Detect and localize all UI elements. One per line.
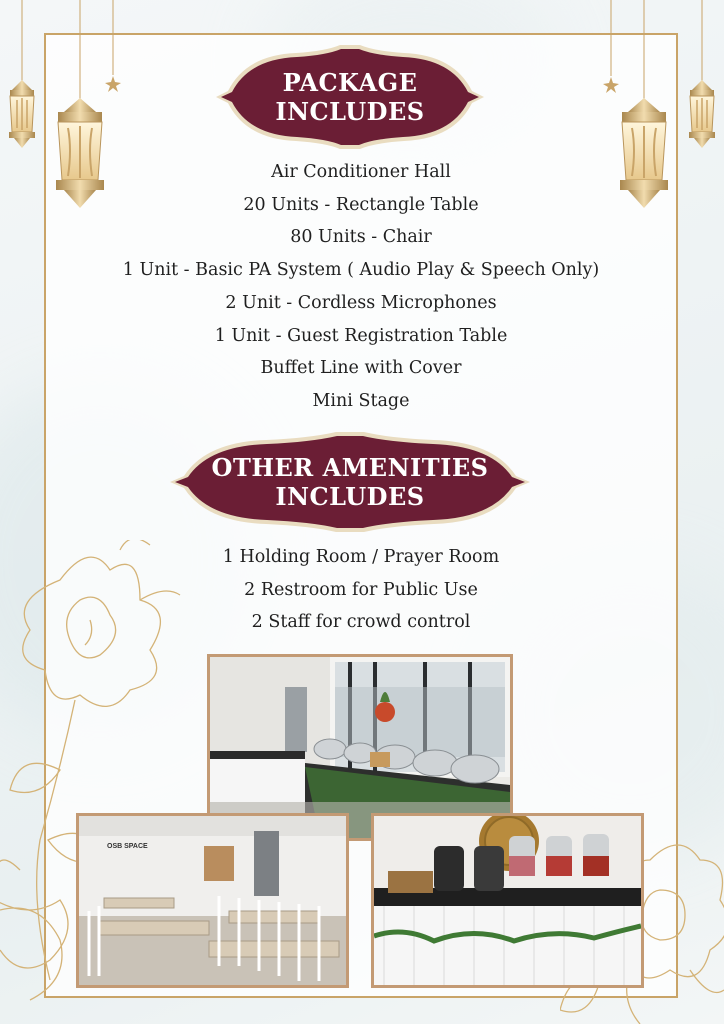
drink-dispensers-photo <box>371 813 644 988</box>
list-item: Buffet Line with Cover <box>260 358 462 379</box>
star-icon <box>105 0 121 92</box>
amenities-title-line2: INCLUDES <box>275 482 425 511</box>
list-item: 2 Restroom for Public Use <box>244 579 478 600</box>
list-item: 1 Holding Room / Prayer Room <box>222 547 500 567</box>
hall-seating-photo <box>76 813 349 988</box>
lantern-icon <box>689 0 715 148</box>
hall-sign <box>107 843 148 850</box>
list-item: 20 Units - Rectangle Table <box>243 194 479 215</box>
list-item: Mini Stage <box>312 390 410 411</box>
package-title-line2: INCLUDES <box>275 97 425 126</box>
package-includes-banner <box>216 45 484 149</box>
list-item: 1 Unit - Basic PA System ( Audio Play & Speech Only) <box>122 260 600 281</box>
package-title-line1: PACKAGE <box>282 68 418 97</box>
list-item: 2 Unit - Cordless Microphones <box>225 292 497 313</box>
amenities-title-line1: OTHER AMENITIES <box>211 453 489 482</box>
lantern-icon <box>9 0 35 148</box>
list-item: Air Conditioner Hall <box>271 162 451 182</box>
package-list <box>46 156 676 418</box>
star-icon <box>603 0 619 93</box>
list-item: 80 Units - Chair <box>290 227 432 248</box>
amenities-banner <box>170 432 530 532</box>
svg-text:OSB SPACE: OSB SPACE <box>107 843 148 850</box>
list-item: 1 Unit - Guest Registration Table <box>214 325 508 346</box>
list-item: 2 Staff for crowd control <box>251 612 471 633</box>
